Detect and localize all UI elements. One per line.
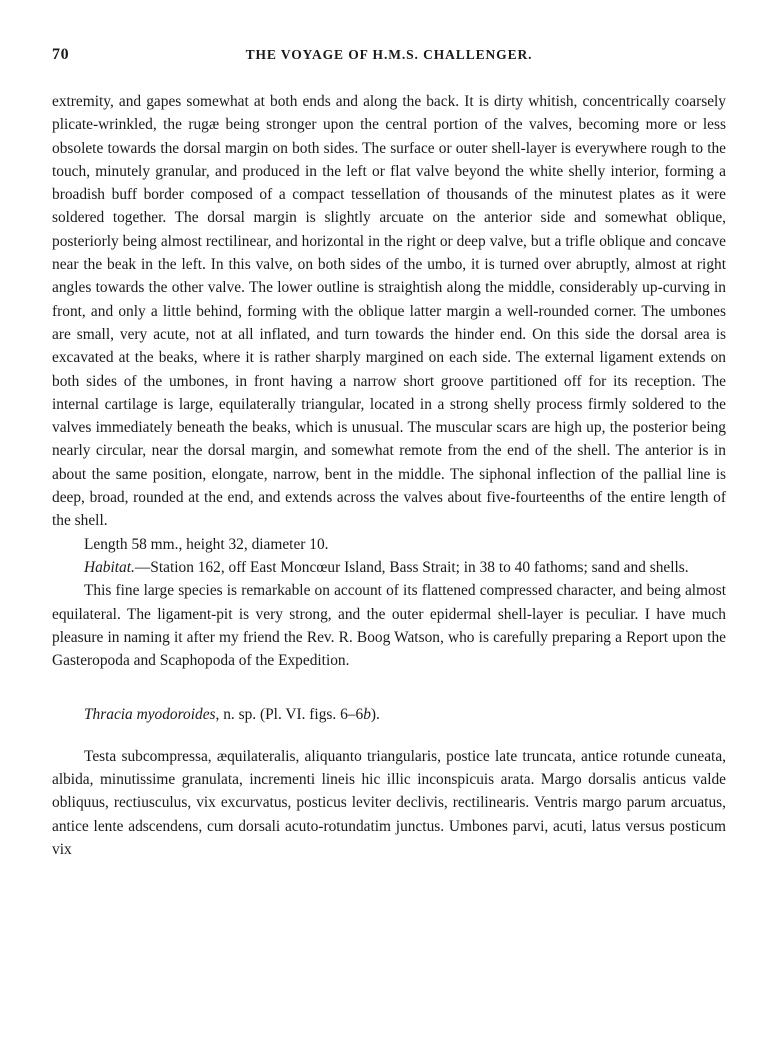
species-suffix: , n. sp. (Pl. VI. figs. 6–6 <box>215 706 364 724</box>
species-description <box>52 90 726 672</box>
species-close: ). <box>370 706 380 724</box>
species-heading <box>52 703 726 726</box>
habitat-paragraph <box>52 556 726 579</box>
species-name: Thracia myodoroides <box>84 706 216 724</box>
species-fig-letter: b <box>363 706 371 724</box>
latin-diagnosis <box>52 745 726 861</box>
page-number: 70 <box>52 46 70 63</box>
running-title: THE VOYAGE OF H.M.S. CHALLENGER. <box>245 47 533 62</box>
description-paragraph: extremity, and gapes somewhat at both ends and along the back. It is dirty whitish, concentrically coarsely plicate-wrinkled, the rugæ being stronger upon the central portion of the valves, becoming more or less obsolete towards the dorsal margin on both sides. The surface or outer shell-layer is everywhere rough to the touch, minutely granular, and produced in the left or flat valve beyond the white shelly interior, forming a broadish buff border composed of a compact tessellation of thousands of the minutest plates as it were soldered together. The dorsal margin is slightly arcuate on the anterior side and somewhat oblique, posteriorly being almost rectilinear, and horizontal in the right or deep valve, but a trifle oblique and concave near the beak in the left. In this valve, on both sides of the umbo, it is turned over abruptly, almost at right angles towards the other valve. The lower outline is straightish along the middle, considerably up-curving in front, and only a little behind, forming with the oblique latter margin a well-rounded corner. The umbones are small, very acute, not at all inflated, and turn towards the hinder end. On this side the dorsal area is excavated at the beaks, where it is rather sharply margined on each side. The external ligament extends on both sides of the umbones, in front having a narrow short groove partitioned off for its reception. The internal cartilage is large, equilaterally triangular, located in a strong shelly process firmly soldered to the valves immediately beneath the beaks, which is unusual. The muscular scars are high up, the posterior being nearly circular, near the dorsal margin, and somewhat remote from the end of the shell. The anterior is in about the same position, elongate, narrow, bent in the middle. The siphonal inflection of the pallial line is deep, broad, rounded at the end, and extends across the valves about five-fourteenths of the entire length of the shell. <box>52 93 726 530</box>
habitat-text: —Station 162, off East Moncœur Island, Bass Strait; in 38 to 40 fathoms; sand and shells. <box>134 558 689 576</box>
latin-paragraph: Testa subcompressa, æquilateralis, aliquanto triangularis, postice late truncata, antice rotunde cuneata, albida, minutissime granulata, incrementi lineis hic illic inconspicuis arata. Margo dorsalis anticus valde obliquus, rectiusculus, vix excurvatus, posticus leviter declivis, rectilinearis. Ventris margo parum arcuatus, antice lente adscendens, cum dorsali acuto-rotundatim junctus. Umbones parvi, acuti, latus versus posticum vix <box>52 747 726 858</box>
measurements: Length 58 mm., height 32, diameter 10. <box>84 535 329 553</box>
habitat-label: Habitat. <box>84 558 135 576</box>
remarks-paragraph: This fine large species is remarkable on account of its flattened compressed character, and being almost equilateral. The ligament-pit is very strong, and the outer epidermal shell-layer is peculiar. I have much pleasure in naming it after my friend the Rev. R. Boog Watson, who is carefully preparing a Report upon the Gasteropoda and Scaphopoda of the Expedition. <box>52 582 726 670</box>
document-page <box>52 44 726 861</box>
page-header <box>52 44 726 68</box>
